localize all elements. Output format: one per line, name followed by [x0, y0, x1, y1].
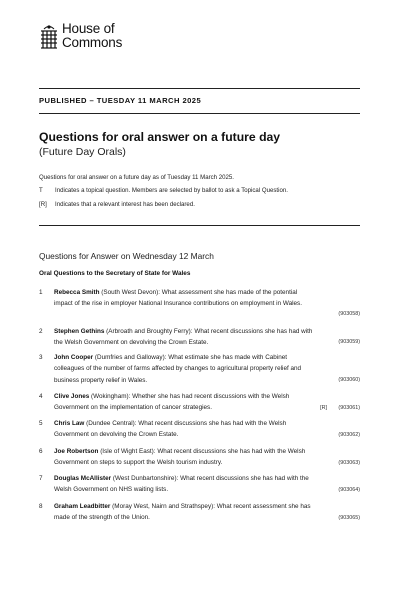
question-text: business property relief in Wales.: [54, 376, 148, 384]
question-ref: (903058): [338, 311, 360, 317]
question-ref: (903065): [338, 515, 360, 521]
relevant-interest-flag: [R]: [320, 405, 327, 411]
legend-text: Indicates a topical question. Members are selected by ballot to ask a Topical Question.: [55, 187, 288, 194]
constituency: (West Dunbartonshire):: [112, 475, 179, 482]
question-number: 2: [39, 328, 43, 335]
question-number: 5: [39, 420, 43, 427]
member-name: Douglas McAllister: [54, 475, 112, 482]
question-text: the Welsh Government on devolving the Crown Estate.: [54, 339, 209, 347]
question-text: Welsh Government on NHS waiting lists.: [54, 486, 169, 494]
question-text: Government on devolving the Crown Estate.: [54, 431, 179, 439]
constituency: (Moray West, Nairn and Strathspey):: [112, 503, 216, 510]
question-ref: (903059): [338, 339, 360, 345]
constituency: (Isle of Wight East):: [100, 448, 156, 455]
question-text: What recent discussions she has had with the Welsh: [138, 420, 287, 427]
legend-topical: [39, 187, 288, 194]
question-ref: (903062): [338, 432, 360, 438]
question-ref: (903060): [338, 377, 360, 383]
question-text: What recent assessment she has: [216, 503, 311, 510]
constituency: (Dumfries and Galloway):: [94, 354, 167, 361]
logo-line-1: House of: [62, 21, 115, 36]
question-text: made of the strength of the Union.: [54, 514, 150, 522]
divider: [39, 225, 360, 226]
question-text: colleagues of the number of farms affected by changes to agricultural property relief and: [54, 365, 302, 373]
question-text: What recent discussions she has had with: [194, 328, 313, 335]
divider: [39, 113, 360, 114]
intro-text: Questions for oral answer on a future day as of Tuesday 11 March 2025.: [39, 174, 234, 181]
constituency: (Arbroath and Broughty Ferry):: [106, 328, 193, 335]
member-name: Chris Law: [54, 420, 85, 427]
legend-key: [R]: [39, 201, 47, 208]
page-title: Questions for oral answer on a future day: [39, 130, 281, 144]
page-subtitle: (Future Day Orals): [39, 146, 126, 158]
constituency: (Dundee Central):: [86, 420, 137, 427]
legend-text: Indicates that a relevant interest has been declared.: [55, 201, 195, 208]
house-of-commons-logo: [39, 22, 139, 52]
legend-interest: [39, 201, 195, 208]
top-divider: [39, 88, 360, 89]
published-date: PUBLISHED – TUESDAY 11 MARCH 2025: [39, 96, 202, 105]
question-ref: (903064): [338, 487, 360, 493]
logo-line-2: Commons: [62, 34, 123, 50]
question-text: What assessment she has made of the potential: [161, 289, 298, 296]
question-ref: (903061): [338, 405, 360, 411]
member-name: Rebecca Smith: [54, 289, 100, 296]
question-text: Government on the implementation of cancer strategies.: [54, 404, 212, 412]
question-number: 7: [39, 475, 43, 482]
question-text: What recent discussions she has had with the: [180, 475, 309, 482]
section-heading: Questions for Answer on Wednesday 12 March: [39, 251, 214, 261]
member-name: Graham Leadbitter: [54, 503, 111, 510]
question-number: 4: [39, 393, 43, 400]
member-name: Stephen Gethins: [54, 328, 105, 335]
question-number: 8: [39, 503, 43, 510]
question-text: What recent discussions she has had with the Welsh: [157, 448, 306, 455]
question-text: What estimate she has made with Cabinet: [168, 354, 288, 361]
legend-key: T: [39, 187, 43, 194]
question-text: Whether she has had recent discussions with the Welsh: [132, 393, 290, 400]
question-number: 1: [39, 289, 43, 296]
question-ref: (903063): [338, 460, 360, 466]
question-text: Government on steps to support the Welsh tourism industry.: [54, 459, 223, 467]
question-number: 3: [39, 354, 43, 361]
member-name: John Cooper: [54, 354, 94, 361]
member-name: Clive Jones: [54, 393, 90, 400]
logo-text: [62, 22, 122, 49]
member-name: Joe Robertson: [54, 448, 99, 455]
question-number: 6: [39, 448, 43, 455]
constituency: (Wokingham):: [91, 393, 131, 400]
constituency: (South West Devon):: [101, 289, 161, 296]
question-text: impact of the rise in employer National Insurance contributions on employment in Wales.: [54, 300, 302, 308]
subsection-heading: Oral Questions to the Secretary of State for Wales: [39, 270, 191, 277]
portcullis-icon: [39, 24, 59, 50]
